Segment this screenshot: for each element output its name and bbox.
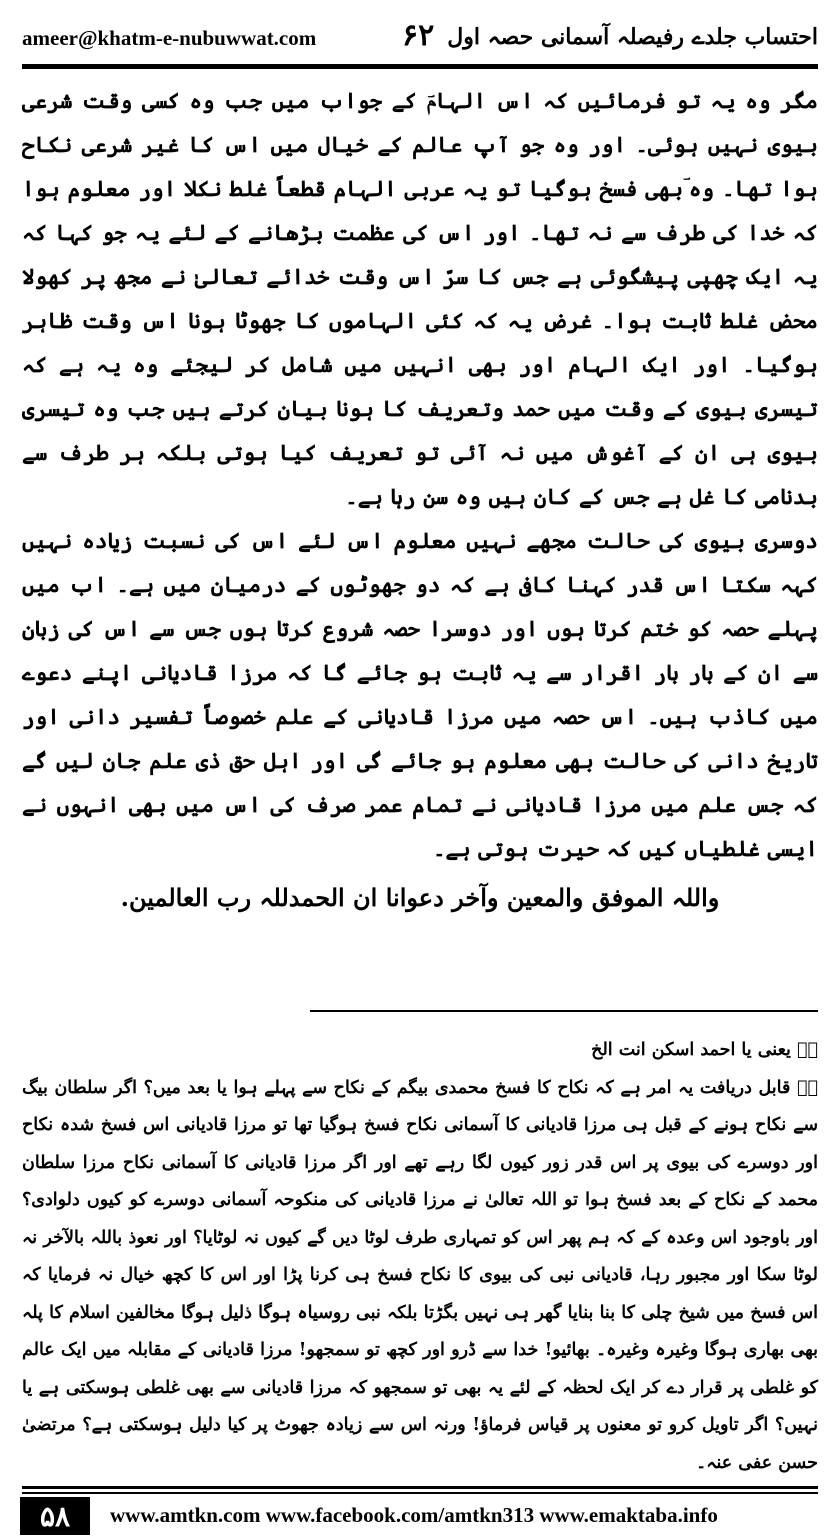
footnote-separator bbox=[310, 1010, 818, 1012]
volume-badge: ۵۸ bbox=[20, 1497, 90, 1535]
footnote-2: ۲ؔ قابل دریافت یہ امر ہے کہ نکاح کا فسخ محمدی بیگم کے نکاح سے پہلے ہوا یا بعد میں؟ اگر سلطان بیگ سے نکاح ہونے کے قبل ہی مرزا قادیانی کا آسمانی نکاح فسخ ہوگیا تھا تو مرزا قادیانی اس فسخ شدہ نکاح اور دوسرے کی بیوی پر اس قدر زور کیوں لگا رہے تھے اور اگر مرزا قادیانی کا آسمانی نکاح مرزا سلطان محمد کے نکاح کے بعد فسخ ہوا تو اللہ تعالیٰ نے مرزا قادیانی کی منکوحہ آسمانی دوسرے کو کیوں دلوادی؟ اور باوجود اس وعدہ کے کہ ہم پھر اس کو تمہاری طرف لوٹا دیں گے کیوں نہ لوٹایا؟ اور نعوذ باللہ بالآخر نہ لوٹا سکا اور مجبور رہا، قادیانی نبی کی بیوی کا نکاح فسخ ہی کرنا پڑا اور اس کا کچھ خیال نہ فرمایا کہ اس فسخ میں شیخ چلی کا بنا بنایا گھر ہی نہیں بگڑتا بلکہ نبی روسیاہ ہوگا ذلیل ہوگا مخالفین اسلام کا پلہ بھی بھاری ہوگا وغیرہ وغیرہ۔ بھائیو! خدا سے ڈرو اور کچھ تو سمجھو! مرزا قادیانی کے مقابلہ میں ایک عالم کو غلطی پر قرار دے کر ایک لحظہ کے لئے یہ بھی تو سمجھو کہ مرزا قادیانی سے بھی غلطی ہوسکتی ہے یا نہیں؟ اگر تاویل کرو تو معنوں پر قیاس فرماؤ! ورنہ اس سے زیادہ جھوٹ پر کیا دلیل ہوسکتی ہے؟ مرتضیٰ حسن عفی عنہ۔ bbox=[22, 1077, 818, 1473]
header-rule bbox=[22, 64, 818, 69]
page-header bbox=[22, 18, 818, 58]
footer-websites: www.amtkn.com www.facebook.com/amtkn313 www.emaktaba.info bbox=[110, 1503, 718, 1527]
footer-rule-thin bbox=[22, 1492, 818, 1494]
paragraph-1: مگر وہ یہ تو فرمائیں کہ اس الہامؔ کے جواب میں جب وہ کسی وقت شرعی بیوی نہیں ہوئی۔ اور وہ جو آپ عالم کے خیال میں اس کا غیر شرعی نکاح ہوا تھا۔ وہ ؔبھی فسخ ہوگیا تو یہ عربی الہام قطعاً غلط نکلا اور معلوم ہوا کہ خدا کی طرف سے نہ تھا۔ اور اس کی عظمت بڑھانے کے لئے یہ جو کہا کہ یہ ایک چھپی پیشگوئی ہے جس کا سرّ اس وقت خدائے تعالیٰ نے مجھ پر کھولا محض غلط ثابت ہوا۔ غرض یہ کہ کئی الہاموں کا جھوٹا ہونا اس وقت ظاہر ہوگیا۔ اور ایک الہام اور بھی انہیں میں شامل کر لیجئے وہ یہ ہے کہ تیسری بیوی کے وقت میں حمد وتعریف کا ہونا بیان کرتے ہیں جب وہ تیسری بیوی ہی ان کے آغوش میں نہ آئی تو تعریف کیا ہوتی بلکہ ہر طرف سے بدنامی کا غل ہے جس کے کان ہیں وہ سن رہا ہے۔ bbox=[22, 89, 818, 510]
main-text bbox=[22, 80, 818, 920]
paragraph-2: دوسری بیوی کی حالت مجھے نہیں معلوم اس لئے اس کی نسبت زیادہ نہیں کہہ سکتا اس قدر کہنا کافی ہے کہ دو جھوٹوں کے درمیان میں ہے۔ اب میں پہلے حصہ کو ختم کرتا ہوں اور دوسرا حصہ شروع کرتا ہوں جس سے اس کی زبان سے ان کے بار بار اقرار سے یہ ثابت ہو جائے گا کہ مرزا قادیانی اپنے دعوے میں کاذب ہیں۔ اس حصہ میں مرزا قادیانی کے علم خصوصاً تفسیر دانی اور تاریخ دانی کی حالت بھی معلوم ہو جائے گی اور اہل حق ذی علم جان لیں گے کہ جس علم میں مرزا قادیانی نے تمام عمر صرف کی اس میں بھی انہوں نے ایسی غلطیاں کیں کہ حیرت ہوتی ہے۔ bbox=[22, 529, 818, 862]
footer-rule bbox=[22, 1486, 818, 1489]
footnote-1: لؔ یعنی یا احمد اسکن انت الخ bbox=[591, 1040, 818, 1060]
page-number: ۶۲ bbox=[402, 18, 435, 53]
header-email: ameer@khatm-e-nubuwwat.com bbox=[22, 26, 317, 50]
closing-line: واللہ الموفق والمعین وآخر دعوانا ان الحمدللہ رب العالمین. bbox=[120, 883, 720, 912]
book-title: احتساب جلدے رفیصلہ آسمانی حصہ اول bbox=[447, 24, 818, 50]
footnotes bbox=[22, 1032, 818, 1482]
